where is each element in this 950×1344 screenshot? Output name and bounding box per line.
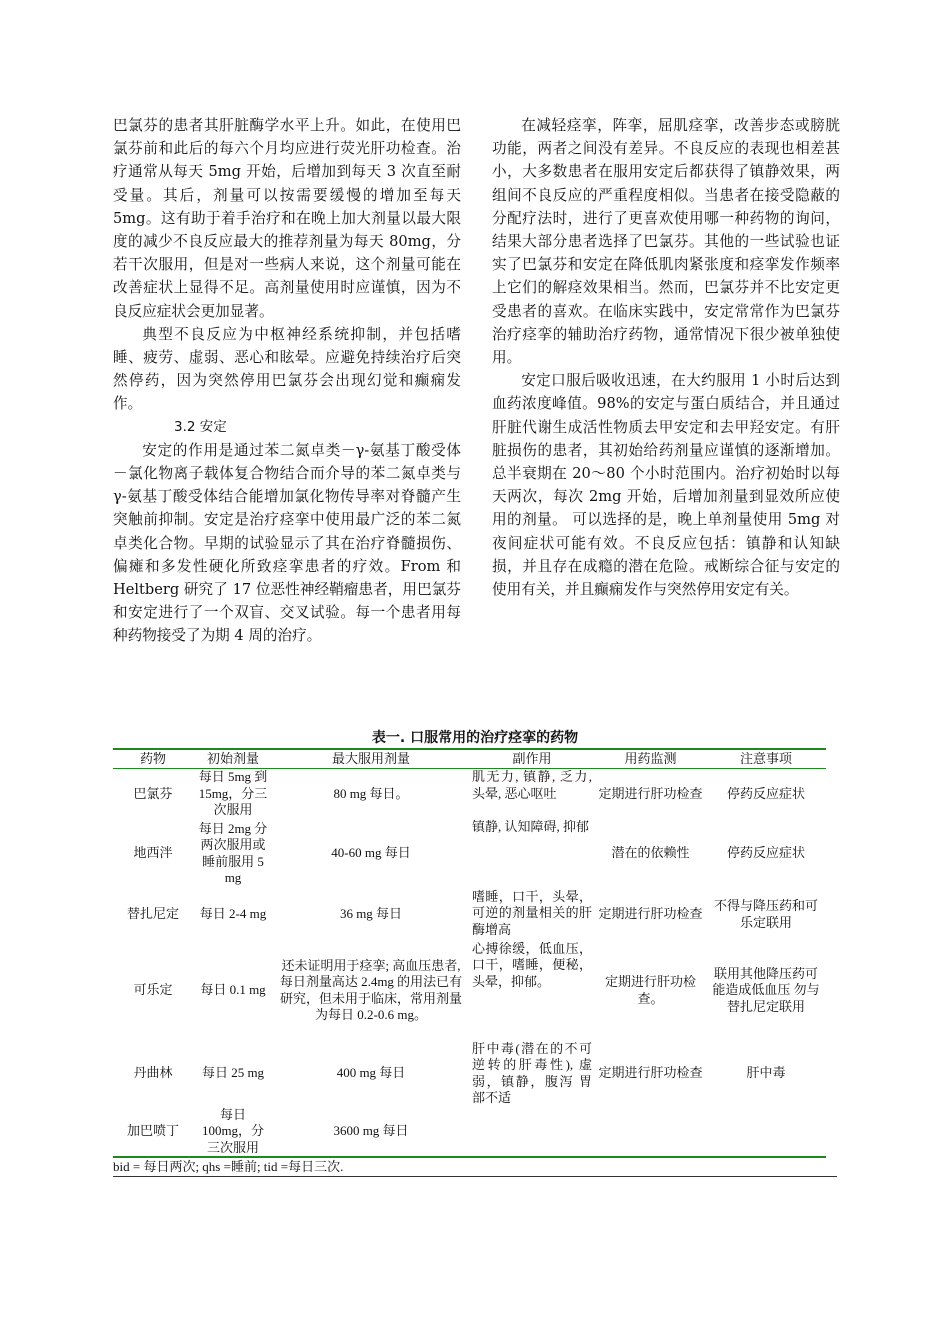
cell-max-dose: 还未证明用于痉挛; 高血压患者,每日剂量高达 2.4mg 的用法已有研究，但未用于临床，常用剂量为每日 0.2-0.6 mg。 — [279, 957, 463, 1022]
cell-drug: 替扎尼定 — [126, 906, 179, 922]
cell-drug: 巴氯芬 — [133, 785, 173, 801]
cell-notes: 肝中毒 — [746, 1065, 786, 1081]
drug-table-section — [113, 728, 837, 1177]
cell-monitoring — [595, 1107, 706, 1158]
table-footnote: bid = 每日两次; qhs =睡前; tid =每日三次. — [113, 1158, 837, 1177]
cell-notes: 不得与降压药和可乐定联用 — [713, 898, 818, 930]
cell-drug: 加巴喷丁 — [113, 1107, 193, 1158]
drug-table — [113, 748, 826, 1158]
cell-side-effects: 心搏徐缓，低血压，口干，嗜睡，便秘，头晕，抑郁。 — [472, 940, 592, 989]
table-row — [113, 941, 826, 1041]
cell-max-dose: 400 mg 每日 — [336, 1065, 406, 1081]
paragraph: 安定的作用是通过苯二氮卓类－γ-氨基丁酸受体－氯化物离子载体复合物结合而介导的苯二氮卓类与 γ-氨基丁酸受体结合能增加氯化物传导率对脊髓产生突触前抑制。安定是治疗痉挛中使用最广泛的苯二氮卓类化合物。早期的试验显示了其在治疗脊髓损伤、偏瘫和多发性硬化所致痉挛患者的疗效。From 和 Heltberg 研究了 17 位恶性神经鞘瘤患者，用巴氯芬和安定进行了一个双盲、交叉试验。每一个患者用每种药物接受了为期 4 周的治疗。 — [113, 441, 461, 645]
cell-monitoring: 定期进行肝功检查。 — [604, 974, 696, 1006]
header-notes: 注意事项 — [706, 749, 826, 769]
cell-drug: 地西泮 — [133, 845, 173, 861]
header-side-effects: 副作用 — [469, 749, 595, 769]
paragraph: 安定口服后吸收迅速，在大约服用 1 小时后达到血药浓度峰值。98%的安定与蛋白质结合，并且通过肝脏代谢生成活性物质去甲安定和去甲羟安定。有肝脏损伤的患者，其初始给药剂量应谨慎的逐渐增加。总半衰期在 20～80 个小时范围内。治疗初始时以每天两次，每次 2mg 开始，后增加剂量到显效所应使用的剂量。 可以选择的是，晚上单剂量使用 5mg 对夜间症状可能有效。不良反应包括：镇静和认知缺损，并且存在成瘾的潜在危险。戒断综合征与安定的使用有关，并且癫痫发作与突然停用安定有关。 — [492, 372, 840, 599]
right-text-column — [492, 114, 840, 601]
table-row — [113, 1107, 826, 1158]
cell-monitoring: 定期进行肝功检查 — [598, 1065, 703, 1081]
cell-side-effects — [469, 1107, 595, 1158]
cell-initial-dose: 每日 2-4 mg — [199, 906, 267, 922]
cell-initial-dose: 每日 25 mg — [201, 1065, 265, 1081]
cell-monitoring: 潜在的依赖性 — [611, 845, 690, 861]
paragraph: 典型不良反应为中枢神经系统抑制，并包括嗜睡、疲劳、虚弱、恶心和眩晕。应避免持续治疗后突然停药，因为突然停用巴氯芬会出现幻觉和癫痫发作。 — [113, 325, 461, 413]
header-monitoring: 用药监测 — [595, 749, 706, 769]
cell-drug: 丹曲林 — [133, 1065, 173, 1081]
table-header-row — [113, 749, 826, 769]
cell-initial-dose: 每日 5mg 到 15mg，分三次服用 — [198, 769, 268, 817]
header-drug: 药物 — [113, 749, 193, 769]
cell-notes: 联用其他降压药可能造成低血压 勿与替扎尼定联用 — [712, 965, 820, 1014]
section-heading: 3.2 安定 — [174, 418, 227, 435]
cell-drug: 可乐定 — [133, 982, 173, 998]
table-row — [113, 769, 826, 819]
header-initial-dose: 初始剂量 — [193, 749, 273, 769]
cell-side-effects: 肝中毒(潜在的不可逆转的肝毒性), 虚弱，镇静，腹泻 胃部不适 — [472, 1040, 592, 1105]
paragraph: 在减轻痉挛，阵挛，屈肌痉挛，改善步态或膀胱功能，两者之间没有差异。不良反应的表现也相差甚小，大多数患者在服用安定后都获得了镇静效果，两组间不良反应的严重程度相似。当患者在接受隐蔽的分配疗法时，进行了更喜欢使用哪一种药物的询问，结果大部分患者选择了巴氯芬。其他的一些试验也证实了巴氯芬和安定在降低肌肉紧张度和痉挛发作频率上它们的解痉效果相当。然而，巴氯芬并不比安定更受患者的喜欢。在临床实践中，安定常常作为巴氯芬治疗痉挛的辅助治疗药物，通常情况下很少被单独使用。 — [492, 117, 840, 367]
cell-side-effects: 嗜睡，口干，头晕，可逆的剂量相关的肝酶增高 — [472, 888, 592, 937]
cell-max-dose: 36 mg 每日 — [339, 906, 403, 922]
table-row — [113, 819, 826, 889]
table-row — [113, 1041, 826, 1107]
cell-initial-dose: 每日 2mg 分两次服用或睡前服用 5 mg — [198, 820, 268, 885]
cell-initial-dose: 每日 0.1 mg — [200, 982, 266, 998]
cell-side-effects: 肌无力, 镇静, 乏力, 头晕, 恶心呕吐 — [472, 769, 592, 801]
left-text-column — [113, 114, 461, 648]
cell-monitoring: 定期进行肝功检查 — [598, 906, 703, 922]
cell-side-effects: 镇静, 认知障碍, 抑郁 — [472, 818, 590, 834]
cell-monitoring: 定期进行肝功检查 — [598, 785, 703, 801]
cell-max-dose: 40-60 mg 每日 — [331, 845, 411, 861]
cell-max-dose: 80 mg 每日。 — [333, 785, 409, 801]
table-row — [113, 889, 826, 941]
cell-initial-dose: 每日 100mg，分三次服用 — [193, 1107, 273, 1158]
cell-notes: 停药反应症状 — [726, 785, 805, 801]
cell-notes: 停药反应症状 — [726, 845, 805, 861]
paragraph: 巴氯芬的患者其肝脏酶学水平上升。如此，在使用巴氯芬前和此后的每六个月均应进行荧光肝功检查。治疗通常从每天 5mg 开始，后增加到每天 3 次直至耐受量。其后，剂量可以按需要缓慢的增加至每天 5mg。这有助于着手治疗和在晚上加大剂量以最大限度的减少不良反应最大的推荐剂量为每天 80mg，分若干次服用，但是对一些病人来说，这个剂量可能在改善症状上显得不足。高剂量使用时应谨慎，因为不良反应症状会更加显著。 — [113, 117, 461, 320]
table-title: 表一. 口服常用的治疗痉挛的药物 — [371, 730, 579, 746]
cell-notes — [706, 1107, 826, 1158]
header-max-dose: 最大服用剂量 — [273, 749, 469, 769]
cell-max-dose: 3600 mg 每日 — [273, 1107, 469, 1158]
